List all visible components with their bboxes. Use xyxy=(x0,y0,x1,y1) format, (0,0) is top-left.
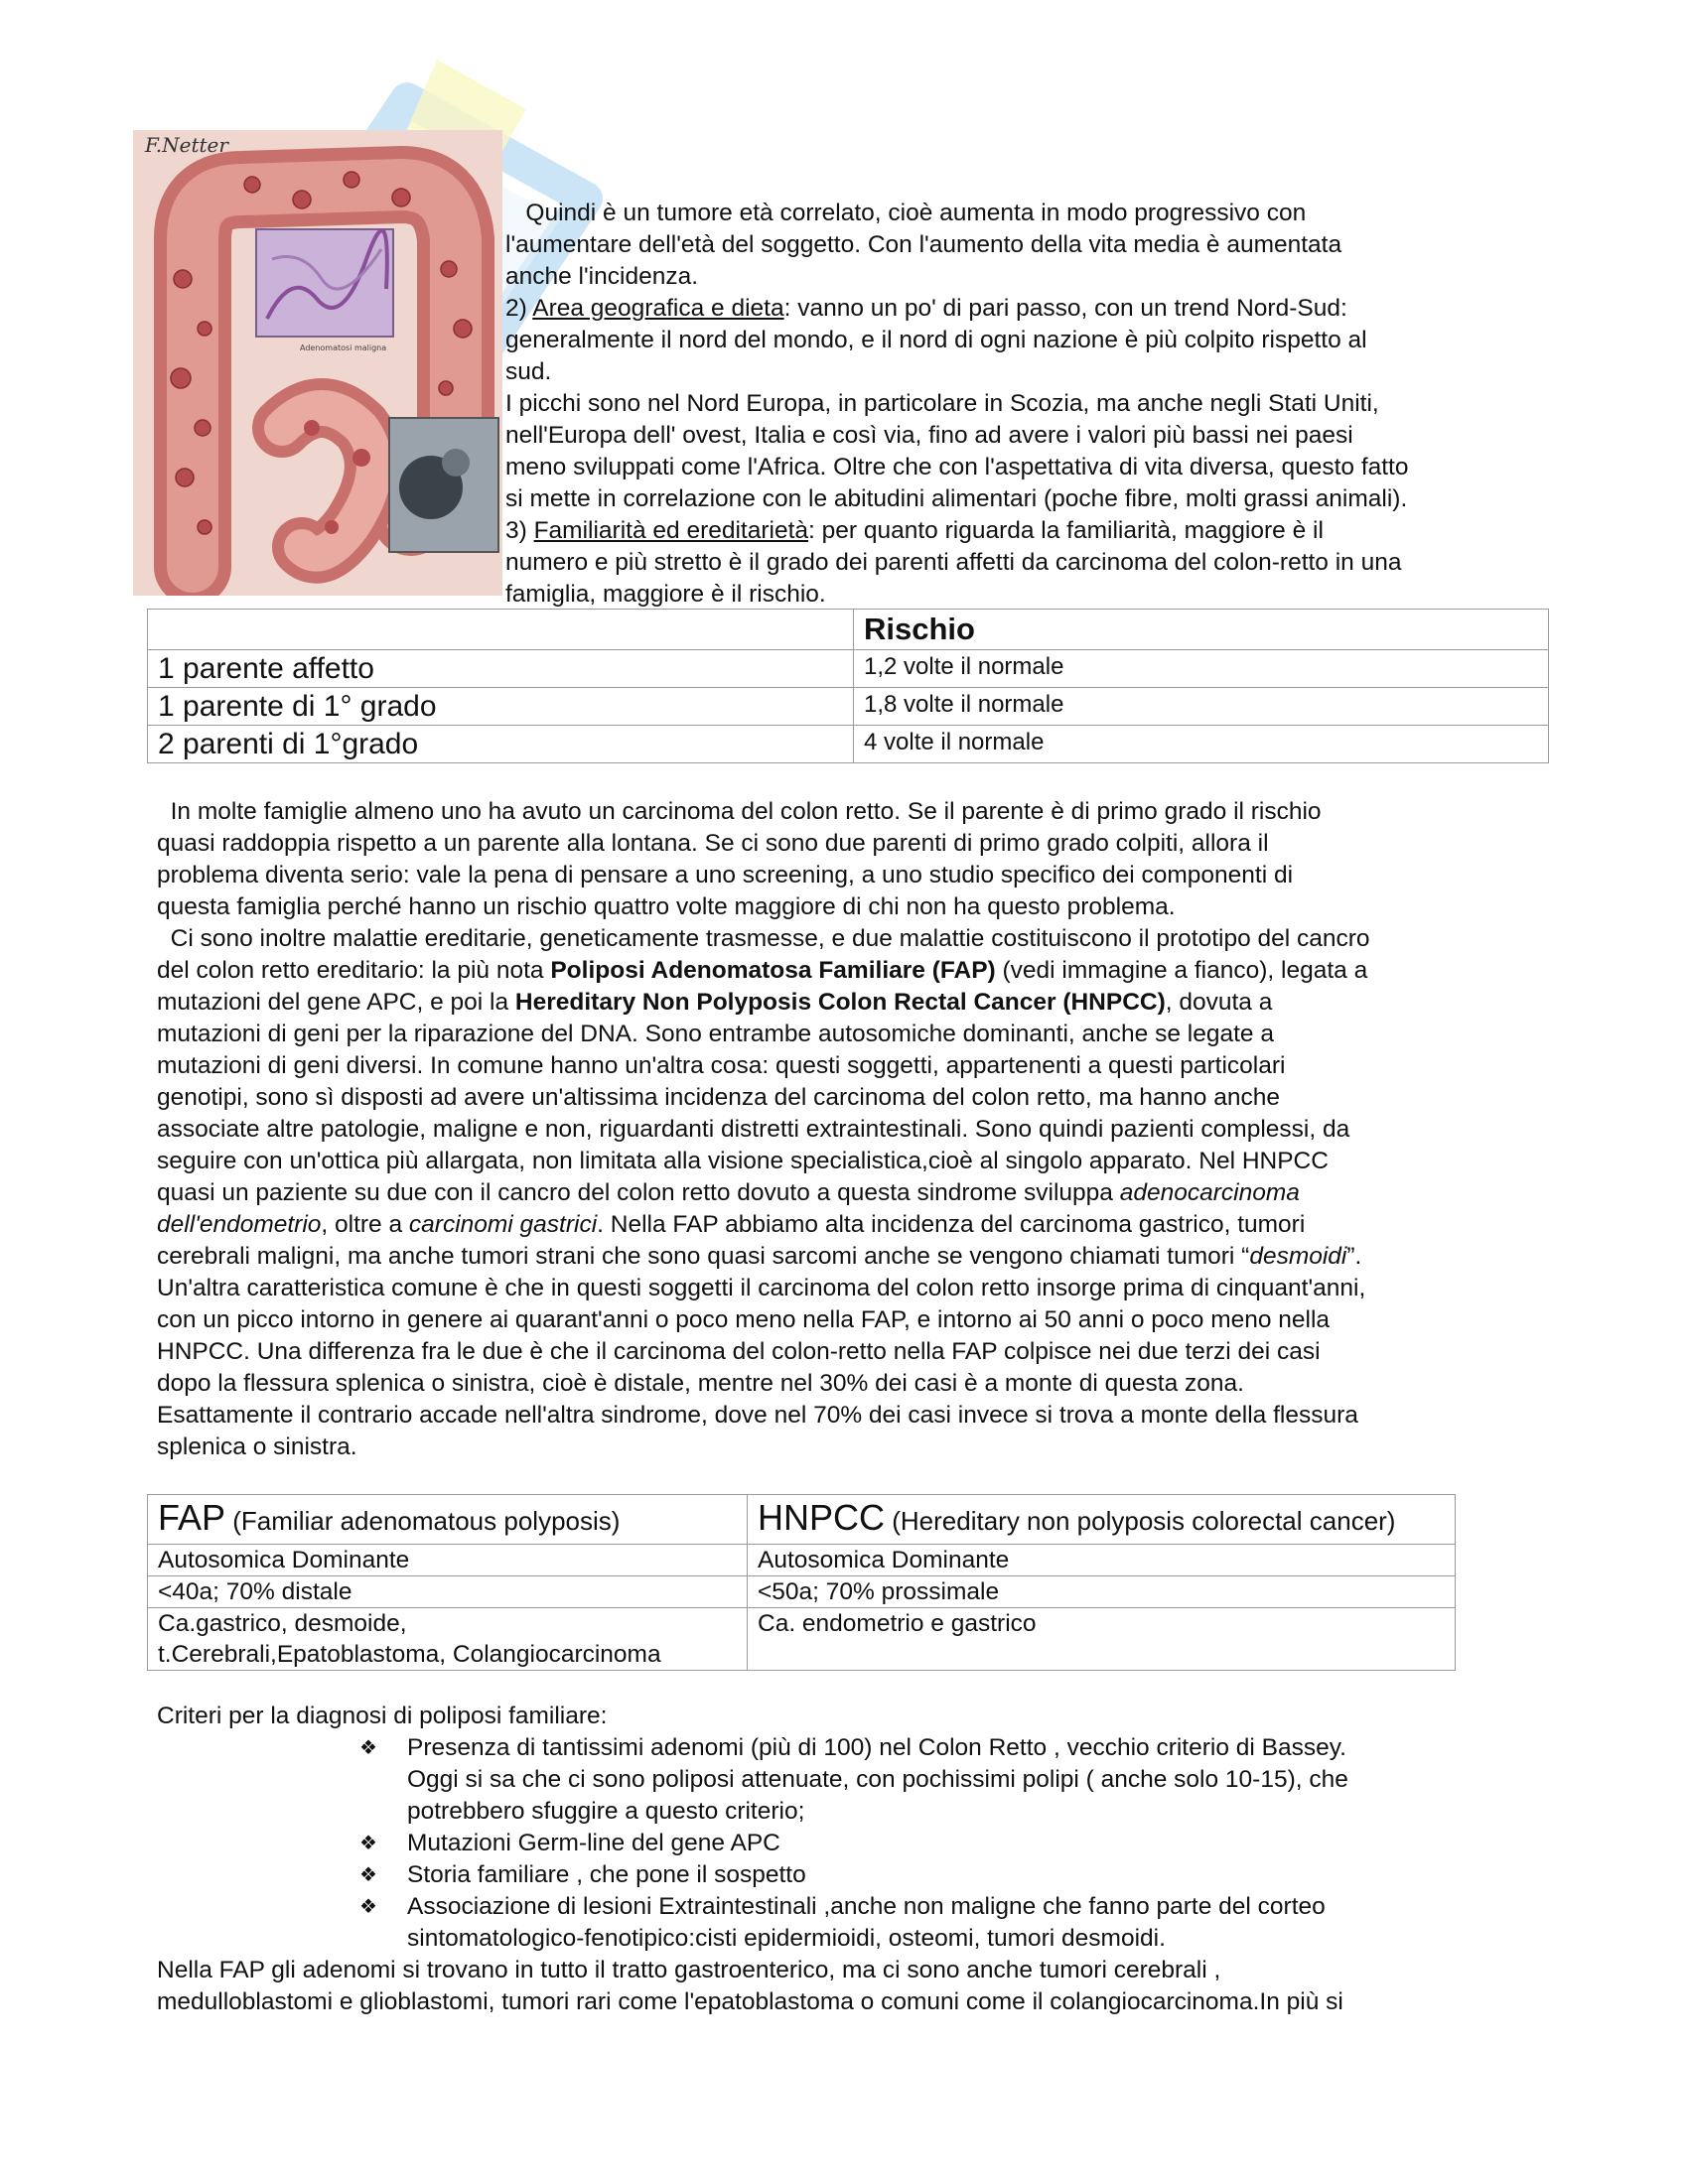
fap-term: Poliposi Adenomatosa Familiare (FAP) xyxy=(550,957,996,984)
criteria-item-4-line-1: Associazione di lesioni Extraintestinali ,anche non maligne che fanno parte del corteo xyxy=(407,1893,1326,1920)
risk-label: 2 parenti di 1°grado xyxy=(148,726,854,763)
body-line-a2: quasi raddoppia rispetto a un parente alla lontana. Se ci sono due parenti di primo grado colpiti, allora il xyxy=(157,830,1269,857)
body-line-a3: problema diventa serio: vale la pena di pensare a uno screening, a uno studio specifico dei componenti di xyxy=(157,862,1294,888)
body-line-b6: genotipi, sono sì disposti ad avere un'altissima incidenza del carcinoma del colon retto, ma hanno anche xyxy=(157,1084,1280,1111)
risk-label: 1 parente di 1° grado xyxy=(148,688,854,726)
body-line-b17: splenica o sinistra. xyxy=(157,1433,357,1460)
table-row xyxy=(148,1495,1456,1545)
risk-value: 1,8 volte il normale xyxy=(854,688,1549,726)
body-line-b2: del colon retto ereditario: la più nota Poliposi Adenomatosa Familiare (FAP) (vedi immagine a fianco), legata a xyxy=(157,957,1368,984)
geo-diet-line-2: generalmente il nord del mondo, e il nord di ogni nazione è più colpito rispetto al xyxy=(505,327,1367,353)
table-row xyxy=(148,1576,1456,1608)
fap-header: FAP (Familiar adenomatous polyposis) xyxy=(148,1495,748,1545)
body-line-b13: con un picco intorno in genere ai quarant'anni o poco meno nella FAP, e intorno ai 50 anni o poco meno nella xyxy=(157,1306,1331,1333)
peaks-line-1: I picchi sono nel Nord Europa, in particolare in Scozia, ma anche negli Stati Uniti, xyxy=(505,390,1379,417)
intro-line-1: Quindi è un tumore età correlato, cioè aumenta in modo progressivo con xyxy=(525,200,1307,226)
illustration-caption: Adenomatosi maligna xyxy=(300,343,387,352)
hnpcc-term: Hereditary Non Polyposis Colon Rectal Cancer (HNPCC) xyxy=(514,989,1166,1016)
table-row xyxy=(148,688,1549,726)
risk-table-header-row xyxy=(148,610,1549,650)
diamond-bullet-icon: ❖ xyxy=(359,1737,377,1759)
fap-cell: <40a; 70% distale xyxy=(148,1576,748,1608)
familiarity-line-1: 3) Familiarità ed ereditarietà: per quanto riguarda la familiarità, maggiore è il xyxy=(505,517,1324,544)
geo-diet-heading: Area geografica e dieta xyxy=(532,295,784,322)
risk-table-header-empty xyxy=(148,610,854,650)
intro-line-2: l'aumentare dell'età del soggetto. Con l'aumento della vita media è aumentata xyxy=(505,231,1342,258)
peaks-line-4: si mette in correlazione con le abitudini alimentari (poche fibre, molti grassi animali). xyxy=(505,485,1408,512)
hnpcc-cell: <50a; 70% prossimale xyxy=(748,1576,1456,1608)
geo-diet-line-1: 2) Area geografica e dieta: vanno un po' di pari passo, con un trend Nord-Sud: xyxy=(505,295,1347,322)
geo-diet-line-3: sud. xyxy=(505,358,552,385)
fap-cell: Ca.gastrico, desmoide, t.Cerebrali,Epatoblastoma, Colangiocarcinoma xyxy=(148,1608,748,1671)
risk-value: 4 volte il normale xyxy=(854,726,1549,763)
table-row xyxy=(148,650,1549,688)
risk-table-header: Rischio xyxy=(854,610,1549,650)
risk-label: 1 parente affetto xyxy=(148,650,854,688)
body-line-b4: mutazioni di geni per la riparazione del DNA. Sono entrambe autosomiche dominanti, anche se legate a xyxy=(157,1021,1274,1047)
intro-line-3: anche l'incidenza. xyxy=(505,263,699,290)
familiarity-line-3: famiglia, maggiore è il rischio. xyxy=(505,581,826,608)
body-line-b15: dopo la flessura splenica o sinistra, cioè è distale, mentre nel 30% dei casi è a monte di questa zona. xyxy=(157,1370,1244,1397)
body-line-b3: mutazioni del gene APC, e poi la Hereditary Non Polyposis Colon Rectal Cancer (HNPCC), dovuta a xyxy=(157,989,1273,1016)
final-line-2: medulloblastomi e glioblastomi, tumori rari come l'epatoblastoma o comuni come il colangiocarcinoma.In più si xyxy=(157,1988,1343,2015)
hnpcc-cell: Autosomica Dominante xyxy=(748,1545,1456,1576)
body-line-a1: In molte famiglie almeno uno ha avuto un carcinoma del colon retto. Se il parente è di primo grado il rischio xyxy=(170,798,1322,825)
criteria-item-1-line-1: Presenza di tantissimi adenomi (più di 100) nel Colon Retto , vecchio criterio di Bassey. xyxy=(407,1734,1346,1761)
hnpcc-cell: Ca. endometrio e gastrico xyxy=(748,1608,1456,1671)
body-line-b8: seguire con un'ottica più allargata, non limitata alla visione specialistica,cioè al singolo apparato. Nel HNPCC xyxy=(157,1148,1329,1174)
colon-illustration-svg xyxy=(133,130,502,596)
body-line-b5: mutazioni di geni diversi. In comune hanno un'altra cosa: questi soggetti, appartenenti a questi particolari xyxy=(157,1052,1286,1079)
criteria-item-1-line-2: Oggi si sa che ci sono poliposi attenuate, con pochissimi polipi ( anche solo 10-15), che xyxy=(407,1766,1348,1793)
colon-polyposis-illustration xyxy=(133,130,502,596)
criteria-intro: Criteri per la diagnosi di poliposi familiare: xyxy=(157,1703,608,1729)
body-line-b10: dell'endometrio, oltre a carcinomi gastrici. Nella FAP abbiamo alta incidenza del carcinoma gastrico, tumori xyxy=(157,1211,1306,1238)
hnpcc-header: HNPCC (Hereditary non polyposis colorectal cancer) xyxy=(748,1495,1456,1545)
criteria-item-3: Storia familiare , che pone il sospetto xyxy=(407,1861,806,1888)
table-row xyxy=(148,1608,1456,1671)
peaks-line-3: meno sviluppati come l'Africa. Oltre che con l'aspettativa di vita diversa, questo fatto xyxy=(505,454,1409,480)
illustration-signature: F.Netter xyxy=(145,133,228,157)
criteria-item-2: Mutazioni Germ-line del gene APC xyxy=(407,1830,780,1856)
familiarity-heading: Familiarità ed ereditarietà xyxy=(533,517,809,544)
body-line-b7: associate altre patologie, maligne e non, riguardanti distretti extraintestinali. Sono quindi pazienti complessi, da xyxy=(157,1116,1350,1143)
body-line-b9: quasi un paziente su due con il cancro del colon retto dovuto a questa sindrome sviluppa adenocarcinoma xyxy=(157,1179,1300,1206)
fap-hnpcc-comparison-table xyxy=(147,1494,1456,1671)
diamond-bullet-icon: ❖ xyxy=(359,1896,377,1918)
body-line-b1: Ci sono inoltre malattie ereditarie, geneticamente trasmesse, e due malattie costituiscono il prototipo del cancro xyxy=(170,925,1370,952)
criteria-item-4-line-2: sintomatologico-fenotipico:cisti epidermioidi, osteomi, tumori desmoidi. xyxy=(407,1925,1166,1952)
diamond-bullet-icon: ❖ xyxy=(359,1833,377,1854)
final-line-1: Nella FAP gli adenomi si trovano in tutto il tratto gastroenterico, ma ci sono anche tumori cerebrali , xyxy=(157,1957,1221,1983)
peaks-line-2: nell'Europa dell' ovest, Italia e così via, fino ad avere i valori più bassi nei paesi xyxy=(505,422,1353,449)
fap-cell: Autosomica Dominante xyxy=(148,1545,748,1576)
diamond-bullet-icon: ❖ xyxy=(359,1864,377,1886)
body-line-b14: HNPCC. Una differenza fra le due è che il carcinoma del colon-retto nella FAP colpisce nei due terzi dei casi xyxy=(157,1338,1321,1365)
body-line-b12: Un'altra caratteristica comune è che in questi soggetti il carcinoma del colon retto insorge prima di cinquant'anni, xyxy=(157,1275,1366,1301)
table-row xyxy=(148,726,1549,763)
criteria-item-1-line-3: potrebbero sfuggire a questo criterio; xyxy=(407,1798,805,1825)
table-row xyxy=(148,1545,1456,1576)
risk-table xyxy=(147,609,1549,763)
body-line-a4: questa famiglia perché hanno un rischio quattro volte maggiore di chi non ha questo problema. xyxy=(157,893,1176,920)
familiarity-line-2: numero e più stretto è il grado dei parenti affetti da carcinoma del colon-retto in una xyxy=(505,549,1402,576)
body-line-b11: cerebrali maligni, ma anche tumori strani che sono quasi sarcomi anche se vengono chiamati tumori “desmoidi”. xyxy=(157,1243,1362,1270)
body-line-b16: Esattamente il contrario accade nell'altra sindrome, dove nel 70% dei casi invece si trova a monte della flessura xyxy=(157,1402,1358,1429)
risk-value: 1,2 volte il normale xyxy=(854,650,1549,688)
